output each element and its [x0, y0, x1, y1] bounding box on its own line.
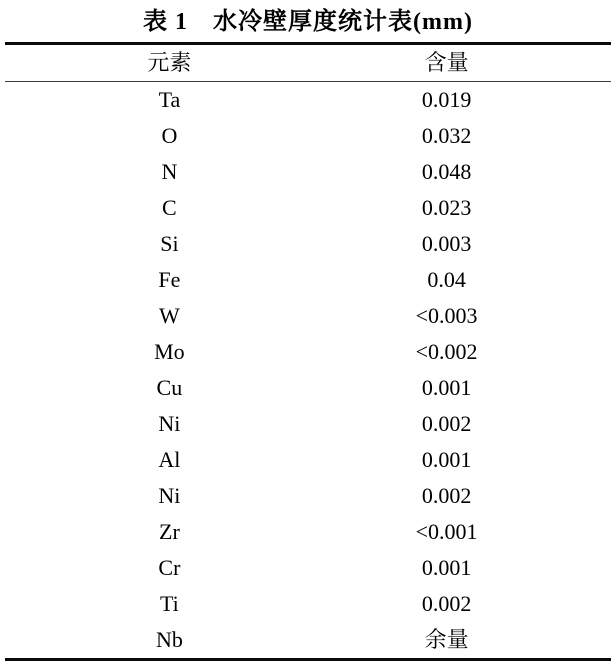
- table-title: 表 1 水冷壁厚度统计表(mm): [143, 9, 473, 35]
- row-spacer: [554, 550, 616, 586]
- value-cell: 0.002: [421, 483, 472, 508]
- element-cell: Al: [158, 447, 181, 472]
- table-row: [0, 190, 616, 226]
- table-row: [0, 262, 616, 298]
- value-cell: 0.04: [427, 267, 466, 292]
- table-row: [0, 478, 616, 514]
- element-cell: C: [162, 195, 177, 220]
- row-spacer: [554, 622, 616, 658]
- row-spacer: [554, 586, 616, 622]
- table-row: [0, 298, 616, 334]
- element-cell: Zr: [159, 519, 180, 544]
- element-cell: Ni: [158, 411, 181, 436]
- element-cell: W: [159, 303, 180, 328]
- column-header-content: 含量: [424, 50, 469, 75]
- value-cell: 0.002: [421, 411, 472, 436]
- element-cell: N: [161, 159, 178, 184]
- element-cell: Cr: [158, 555, 181, 580]
- value-cell: 0.023: [421, 195, 472, 220]
- value-cell: 0.032: [421, 123, 472, 148]
- row-spacer: [554, 442, 616, 478]
- value-cell: 0.002: [421, 591, 472, 616]
- element-cell: Ni: [158, 483, 181, 508]
- value-cell: <0.002: [415, 339, 478, 364]
- value-cell: 0.019: [421, 87, 472, 112]
- table-row: [0, 154, 616, 190]
- row-spacer: [554, 190, 616, 226]
- table-row: [0, 514, 616, 550]
- value-cell: 0.048: [421, 159, 472, 184]
- header-spacer: [554, 45, 616, 81]
- row-spacer: [554, 514, 616, 550]
- table-row: [0, 118, 616, 154]
- table-row: [0, 370, 616, 406]
- element-cell: Ti: [160, 591, 179, 616]
- value-cell: 0.001: [421, 447, 472, 472]
- column-header-element: 元素: [147, 50, 192, 75]
- element-cell: Mo: [154, 339, 185, 364]
- table-row: [0, 622, 616, 658]
- element-cell: O: [161, 123, 178, 148]
- row-spacer: [554, 262, 616, 298]
- element-cell: Fe: [158, 267, 181, 292]
- value-cell: <0.001: [415, 519, 478, 544]
- row-spacer: [554, 334, 616, 370]
- element-cell: Ta: [158, 87, 181, 112]
- row-spacer: [554, 370, 616, 406]
- value-cell: 0.003: [421, 231, 472, 256]
- table-row: [0, 442, 616, 478]
- value-cell: 余量: [424, 627, 469, 652]
- row-spacer: [554, 154, 616, 190]
- table-row: [0, 586, 616, 622]
- row-spacer: [554, 298, 616, 334]
- table-header-row: [0, 45, 616, 81]
- element-cell: Nb: [155, 627, 183, 652]
- row-spacer: [554, 226, 616, 262]
- row-spacer: [554, 118, 616, 154]
- row-spacer: [554, 406, 616, 442]
- row-spacer: [554, 478, 616, 514]
- table-row: [0, 82, 616, 118]
- row-spacer: [554, 82, 616, 118]
- value-cell: 0.001: [421, 555, 472, 580]
- value-cell: <0.003: [415, 303, 478, 328]
- table-bottom-rule: [5, 658, 611, 661]
- table-row: [0, 226, 616, 262]
- element-cell: Si: [160, 231, 179, 256]
- element-cell: Cu: [156, 375, 183, 400]
- table-row: [0, 334, 616, 370]
- table-row: [0, 406, 616, 442]
- table-row: [0, 550, 616, 586]
- value-cell: 0.001: [421, 375, 472, 400]
